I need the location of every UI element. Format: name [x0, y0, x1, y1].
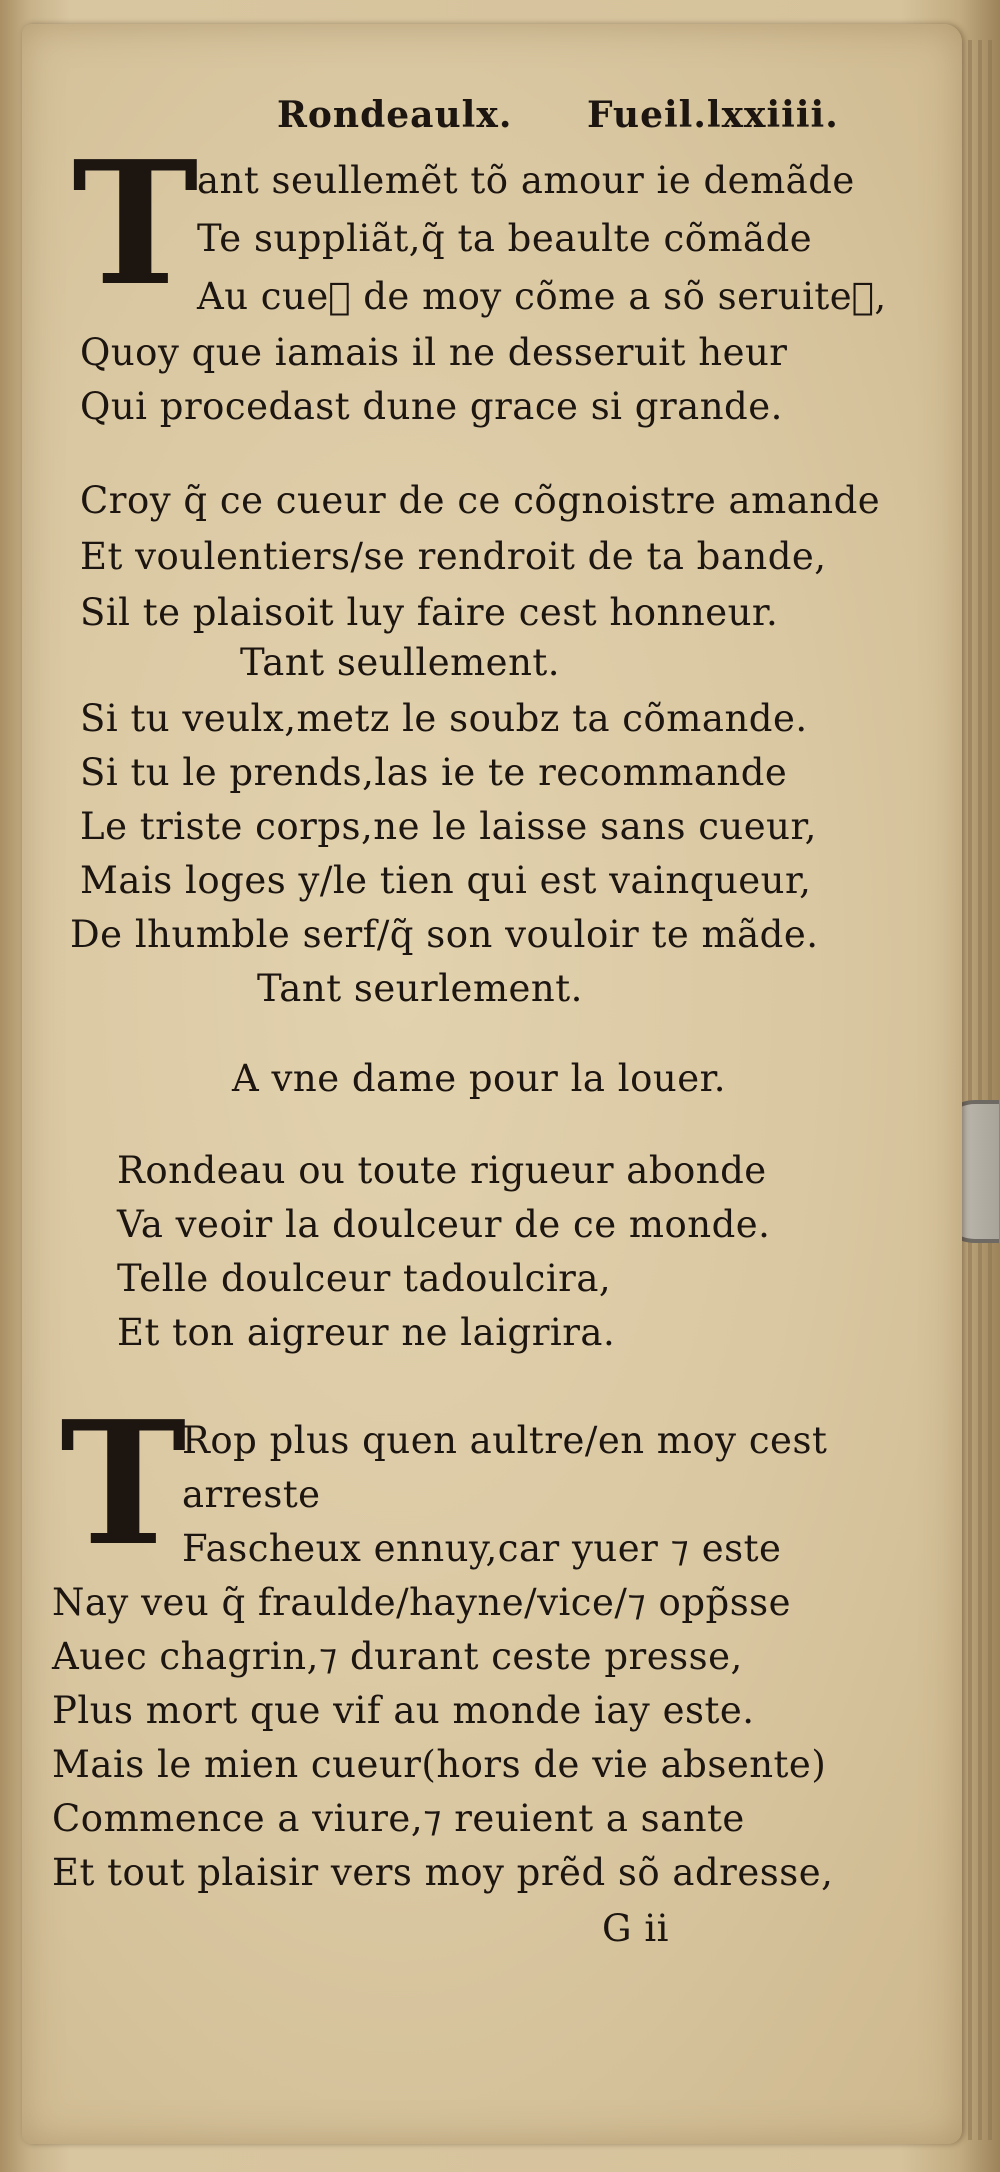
epigram-line: Rondeau ou toute rigueur abonde — [117, 1149, 767, 1192]
poem-line: Qui procedast dune grace si grande. — [80, 385, 783, 428]
poem-line: Te suppliãt,q̃ ta beaulte cõmãde — [197, 217, 813, 260]
printed-page — [22, 24, 962, 2144]
poem-line: Mais le mien cueur(hors de vie absente) — [52, 1743, 827, 1786]
drop-cap: T — [72, 124, 199, 324]
poem-line: Plus mort que vif au monde iay este. — [52, 1689, 755, 1732]
poem-line: Commence a viure,⁊ reuient a sante — [52, 1797, 745, 1840]
refrain: Tant seurlement. — [257, 967, 583, 1010]
poem-line: Sil te plaisoit luy faire cest honneur. — [80, 591, 779, 634]
poem-line: Si tu le prends,las ie te recommande — [80, 751, 788, 794]
poem-line: De lhumble serf/q̃ son vouloir te mãde. — [70, 913, 819, 956]
epigram-line: Va veoir la doulceur de ce monde. — [117, 1203, 771, 1246]
folio-number: Fueil.lxxiiii. — [587, 94, 839, 136]
refrain: Tant seullement. — [240, 641, 561, 684]
poem-line: Rop plus quen aultre/en moy cest — [182, 1419, 828, 1462]
section-heading: A vne dame pour la louer. — [232, 1057, 726, 1100]
poem-line: ant seullemẽt tõ amour ie demãde — [197, 159, 855, 202]
poem-line: Auec chagrin,⁊ durant ceste presse, — [52, 1635, 743, 1678]
epigram-line: Et ton aigreur ne laigrira. — [117, 1311, 616, 1354]
poem-line: Si tu veulx,metz le soubz ta cõmande. — [80, 697, 808, 740]
signature-mark: G ii — [602, 1907, 669, 1950]
poem-line: Le triste corps,ne le laisse sans cueur, — [80, 805, 817, 848]
poem-line: arreste — [182, 1473, 321, 1516]
poem-line: Croy q̃ ce cueur de ce cõgnoistre amande — [80, 479, 881, 522]
poem-line: Mais loges y/le tien qui est vainqueur, — [80, 859, 812, 902]
poem-line: Quoy que iamais il ne desseruit heur — [80, 331, 788, 374]
page-edges — [988, 40, 992, 2140]
poem-line: Et voulentiers/se rendroit de ta bande, — [80, 535, 827, 578]
epigram-line: Telle doulceur tadoulcira, — [117, 1257, 612, 1300]
poem-line: Et tout plaisir vers moy prẽd sõ adresse, — [52, 1851, 834, 1894]
poem-line: Nay veu q̃ fraulde/hayne/vice/⁊ opp̃sse — [52, 1581, 792, 1624]
poem-line: Au cueᷓ de moy cõme a sõ seruiteᷓ, — [197, 275, 887, 318]
page-edges — [968, 40, 972, 2140]
poem-line: Fascheux ennuy,car yuer ⁊ este — [182, 1527, 782, 1570]
running-title: Rondeaulx. — [277, 94, 513, 136]
drop-cap: T — [60, 1384, 187, 1584]
page-edges — [978, 40, 982, 2140]
